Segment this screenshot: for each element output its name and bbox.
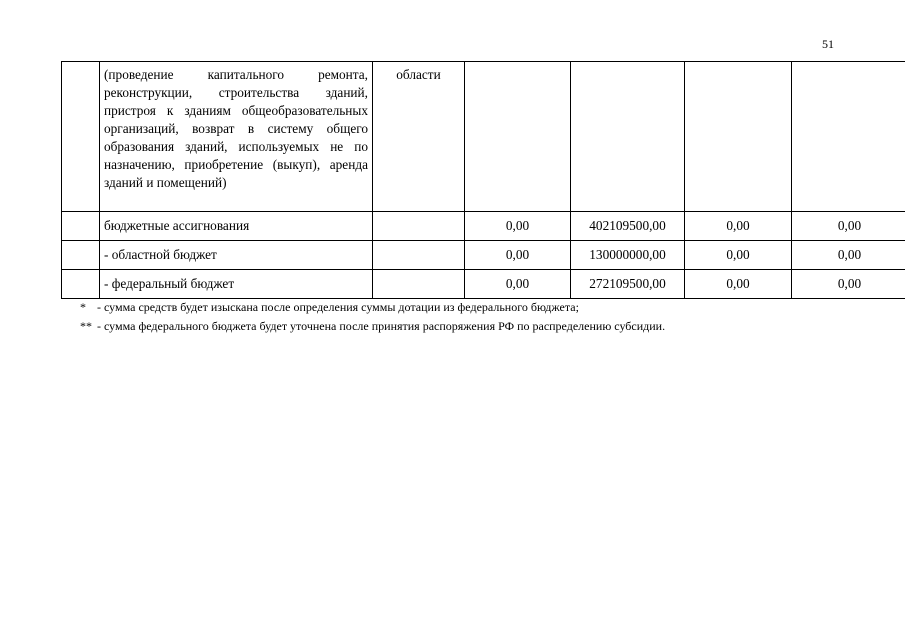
table-row-budget-allocations <box>62 212 905 241</box>
number-cell <box>62 241 100 270</box>
responsible-text: области <box>396 67 441 82</box>
footnote-text: - сумма федерального бюджета будет уточнена после принятия распоряжения РФ по распределению субсидии. <box>97 319 666 333</box>
value-cell <box>685 62 792 212</box>
value-cell <box>465 270 571 299</box>
footnote-text: - сумма средств будет изыскана после определения суммы дотации из федерального бюджета; <box>97 300 579 314</box>
footnote <box>80 317 840 336</box>
value-cell <box>571 270 685 299</box>
value-cell <box>792 62 905 212</box>
footnote-mark: * <box>80 300 86 314</box>
footnote <box>80 298 840 317</box>
value-year-4: 0,00 <box>837 218 862 233</box>
value-cell <box>792 270 905 299</box>
row-label: - областной бюджет <box>104 247 217 262</box>
value-cell <box>685 212 792 241</box>
value-year-4: 0,00 <box>837 276 862 291</box>
value-year-1: 0,00 <box>505 276 530 291</box>
value-year-2: 130000000,00 <box>589 247 666 262</box>
footnote-mark: ** <box>80 319 92 333</box>
responsible-cell <box>373 270 465 299</box>
value-cell <box>792 212 905 241</box>
label-cell <box>100 212 373 241</box>
label-cell <box>100 241 373 270</box>
value-cell <box>685 270 792 299</box>
label-cell <box>100 270 373 299</box>
number-cell <box>62 62 100 212</box>
value-year-4: 0,00 <box>837 247 862 262</box>
value-cell <box>465 212 571 241</box>
row-label: бюджетные ассигнования <box>104 218 250 233</box>
responsible-cell <box>373 62 465 212</box>
budget-table <box>61 61 905 299</box>
responsible-cell <box>373 212 465 241</box>
value-cell <box>685 241 792 270</box>
value-year-2: 402109500,00 <box>589 218 666 233</box>
value-year-2: 272109500,00 <box>589 276 666 291</box>
number-cell <box>62 212 100 241</box>
value-year-3: 0,00 <box>726 276 750 291</box>
measure-name-cell <box>100 62 373 212</box>
value-year-3: 0,00 <box>726 247 750 262</box>
value-year-1: 0,00 <box>505 247 530 262</box>
value-cell <box>571 212 685 241</box>
value-cell <box>465 62 571 212</box>
value-cell <box>571 62 685 212</box>
table-row <box>62 62 905 212</box>
value-year-1: 0,00 <box>505 218 530 233</box>
responsible-cell <box>373 241 465 270</box>
value-cell <box>465 241 571 270</box>
table-row-federal-budget <box>62 270 905 299</box>
row-label: - федеральный бюджет <box>104 276 235 291</box>
page-number: 51 <box>822 37 834 51</box>
measure-description: (проведение капитального ремонта, реконструкции, строительства зданий, пристроя к зданиям общеобразовательных организаций, возврат в систему общего образования зданий, используемых не по назначению, приобретение (выкуп), аренда зданий и помещений) <box>104 67 368 190</box>
value-cell <box>571 241 685 270</box>
footnotes <box>80 298 840 336</box>
value-cell <box>792 241 905 270</box>
value-year-3: 0,00 <box>726 218 750 233</box>
number-cell <box>62 270 100 299</box>
table-row-regional-budget <box>62 241 905 270</box>
